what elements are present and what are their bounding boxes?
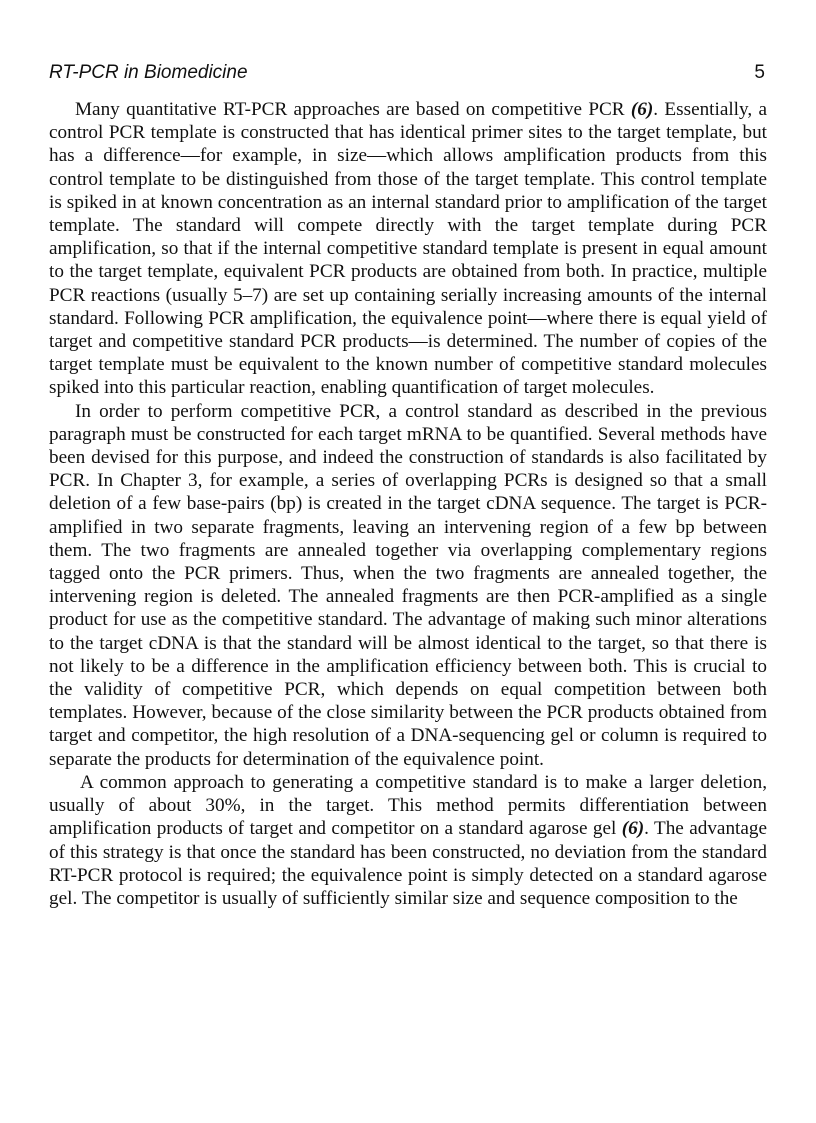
paragraph-1-text-a: Many quantitative RT-PCR approaches are based on competitive PCR [75, 99, 631, 120]
paragraph-3-text-a: A common approach to generating a competitive standard is to make a larger deletion, usually of about 30%, in the target. This method permits differentiation between amplification products of target and competitor on a standard agarose gel [49, 771, 767, 840]
running-header [49, 60, 767, 86]
page [49, 60, 767, 910]
citation-6: (6) [630, 99, 654, 120]
body-text [49, 98, 767, 910]
page-number: 5 [754, 62, 765, 83]
citation-6-second: (6) [621, 818, 645, 840]
paragraph-3-text-b: . The advantage of this strategy is that once the standard has been constructed, no deviation from the standard RT-PCR protocol is required; the equivalence point is simply detected on a standard agarose gel. The competitor is usually of sufficiently similar size and sequence composition to the [49, 818, 767, 909]
paragraph-1-text-b: . Essentially, a control PCR template is constructed that has identical primer sites to the target template, but has a difference—for example, in size—which allows amplification products from this control template to be distinguished from those of the target template. This control template is spiked in at known concentration as an internal standard prior to amplification of the target template. The standard will compete directly with the target template during PCR amplification, so that if the internal competitive standard template is present in equal amount to the target template, equivalent PCR products are obtained from both. In practice, multiple PCR reactions (usually 5–7) are set up containing serially increasing amounts of the internal standard. Following PCR amplification, the equivalence point—where there is equal yield of target and competitive standard PCR products—is determined. The number of copies of the target template must be equivalent to the known number of competitive standard molecules spiked into this particular reaction, enabling quantification of target molecules. [49, 99, 767, 399]
running-head-title: RT-PCR in Biomedicine [49, 62, 248, 83]
paragraph-3 [49, 771, 767, 910]
paragraph-1 [49, 98, 767, 400]
paragraph-2: In order to perform competitive PCR, a control standard as described in the previous paragraph must be constructed for each target mRNA to be quantified. Several methods have been devised for this purpose, and indeed the construction of standards is also facilitated by PCR. In Chapter 3, for example, a series of overlapping PCRs is designed so that a small deletion of a few base-pairs (bp) is created in the target cDNA sequence. The target is PCR-amplified in two separate fragments, leaving an intervening region of a few bp between them. The two fragments are annealed together via overlapping complementary regions tagged onto the PCR primers. Thus, when the two fragments are annealed together, the intervening region is deleted. The annealed fragments are then PCR-amplified as a single product for use as the competitive standard. The advantage of making such minor alterations to the target cDNA is that the standard will be almost identical to the target, so that there is not likely to be a difference in the amplification efficiency between both. This is crucial to the validity of competitive PCR, which depends on equal competition between both templates. However, because of the close similarity between the PCR products obtained from target and competitor, the high resolution of a DNA-sequencing gel or column is required to separate the products for determination of the equivalence point. [49, 400, 767, 770]
